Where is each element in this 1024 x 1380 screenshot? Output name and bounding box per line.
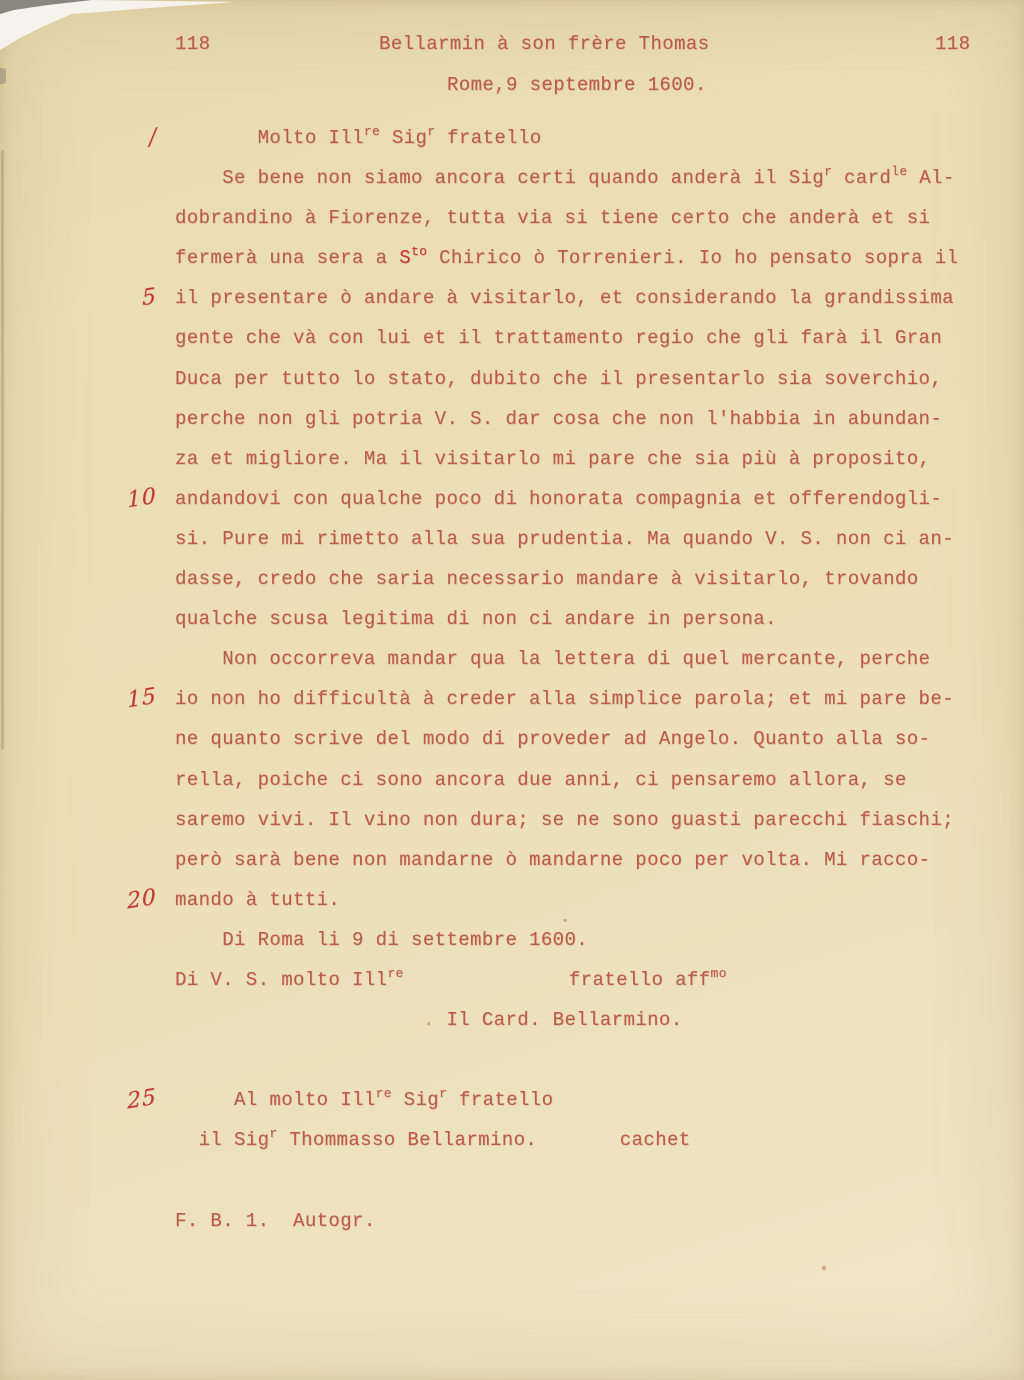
paper-speck (822, 1266, 826, 1270)
typed-text: Molto Ill (175, 127, 364, 149)
letter-line (126, 679, 958, 719)
typed-text: saremo vivi. Il vino non dura; se ne sono guasti parecchi fiaschi; (175, 808, 954, 831)
typed-text: perche non gli potria V. S. dar cosa che non l'habbia in abundan- (175, 407, 943, 430)
letter-line (126, 1080, 958, 1120)
letter-line (175, 639, 958, 679)
typed-text: Di V. S. molto Ill (175, 968, 388, 991)
margin-line-number: 20 (126, 884, 158, 915)
letter-line (175, 800, 958, 840)
typed-text: Non occorreva mandar qua la lettera di quel mercante, perche (175, 648, 931, 671)
typed-text: Il Card. Bellarmino. (434, 1009, 683, 1032)
margin-line-number: / (147, 124, 158, 151)
typed-text: il presentare ò andare à visitarlo, et considerando la grandissima (175, 287, 954, 310)
typed-text: gente che và con lui et il trattamento regio che gli farà il Gran (175, 327, 943, 350)
typed-text: mando à tutti. (175, 888, 341, 911)
superscript-text: le (891, 164, 908, 180)
letter-line (175, 960, 958, 1000)
letter-line (175, 439, 958, 479)
letter-line (126, 479, 958, 519)
typed-text: qualche scusa legitima di non ci andare in persona. (175, 608, 777, 631)
superscript-text: r (269, 1126, 278, 1142)
typed-text: fratello (447, 1089, 554, 1112)
letter-line (175, 318, 958, 358)
letter-line (175, 359, 958, 399)
letter-line (175, 599, 958, 639)
letter-line (175, 519, 958, 559)
typed-text: rella, poiche ci sono ancora due anni, ci pensaremo allora, se (175, 768, 907, 791)
typed-text: Thommasso Bellarmino. cachet (277, 1129, 691, 1152)
margin-line-number: 5 (141, 284, 158, 312)
letter-line (175, 559, 958, 599)
letter-body (126, 118, 959, 1241)
typed-text: fratello (435, 127, 542, 149)
letter-line (175, 1201, 958, 1241)
typed-text: dasse, credo che saria necessario mandare à visitarlo, trovando (175, 568, 919, 591)
page-title: Bellarmin à son frère Thomas (379, 33, 710, 55)
typed-text: ne quanto scrive del modo di proveder ad Angelo. Quanto alla so- (175, 728, 931, 751)
typed-text (175, 1009, 423, 1031)
superscript-text: re (375, 1086, 392, 1102)
paper-edge-line (1, 150, 4, 750)
typed-text: Di Roma li 9 di settembre 1600. (175, 928, 589, 951)
letter-line (175, 840, 958, 880)
letter-line (175, 1000, 958, 1040)
typed-text: dobrandino à Fiorenze, tutta via si tiene certo che anderà et si (175, 207, 931, 230)
typed-text: Chirico ò Torrenieri. Io ho pensato sopra il (427, 247, 959, 270)
typed-text: andandovi con qualche poco di honorata compagnia et offerendogli- (175, 487, 943, 510)
letter-line (175, 760, 958, 800)
dateline: Rome,9 septembre 1600. (447, 74, 707, 96)
page-number-right: 118 (935, 33, 971, 55)
letter-line (147, 118, 958, 158)
typed-text: però sarà bene non mandarne ò mandarne poco per volta. Mi racco- (175, 848, 931, 871)
letter-line (175, 399, 958, 439)
paper-edge-nick (0, 68, 6, 84)
superscript-text: r (427, 124, 436, 139)
typed-text: fermerà una sera a (175, 247, 400, 270)
letter-line (175, 238, 958, 278)
typed-text: il Sig (175, 1129, 270, 1152)
typed-text: fratello aff (403, 968, 711, 991)
superscript-text: mo (710, 965, 727, 981)
typed-text: Al- (907, 167, 955, 190)
superscript-text: to (411, 244, 428, 260)
typed-text: si. Pure mi rimetto alla sua prudentia. Ma quando V. S. non ci an- (175, 527, 954, 550)
blank-line (175, 1160, 958, 1200)
superscript-text: r (824, 164, 833, 180)
blank-line (175, 1040, 958, 1080)
typed-text: S (399, 247, 412, 270)
letter-line (175, 198, 958, 238)
superscript-text: r (439, 1086, 448, 1102)
page-number-left: 118 (175, 33, 211, 55)
typed-text: Duca per tutto lo stato, dubito che il presentarlo sia soverchio, (175, 367, 943, 390)
typed-text: card (832, 167, 892, 190)
letter-line (126, 880, 958, 920)
margin-line-number: 10 (126, 483, 158, 514)
letter-line (175, 158, 958, 198)
letter-line (175, 1120, 958, 1160)
letter-line (175, 719, 958, 759)
superscript-text: re (363, 124, 381, 139)
letter-line (175, 920, 958, 960)
typed-text: za et migliore. Ma il visitarlo mi pare che sia più à proposito, (175, 447, 931, 470)
margin-line-number: 15 (126, 683, 158, 714)
typed-text: Sig (391, 1089, 440, 1112)
margin-line-number: 25 (126, 1084, 158, 1115)
typed-text: F. B. 1. Autogr. (175, 1209, 376, 1232)
typed-text: Se bene non siamo ancora certi quando anderà il Sig (175, 167, 825, 190)
typed-text: io non ho difficultà à creder alla simplice parola; et mi pare be- (175, 688, 954, 711)
letter-line (141, 278, 958, 318)
typed-text: Sig (380, 127, 428, 149)
superscript-text: re (387, 965, 404, 981)
typed-text: . (422, 1009, 435, 1032)
typed-text: Al molto Ill (175, 1089, 376, 1112)
